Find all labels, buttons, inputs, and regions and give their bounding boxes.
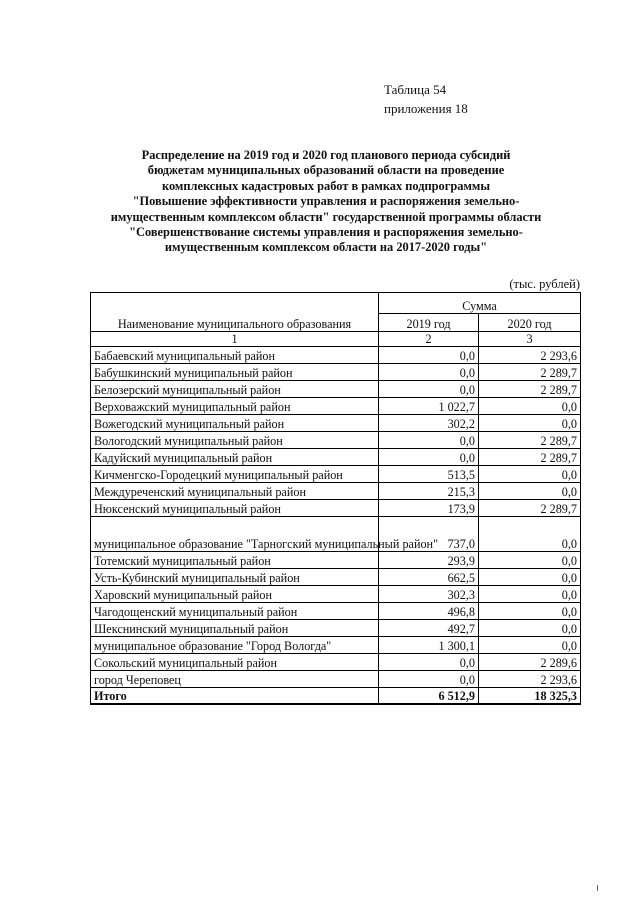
municipality-name: Шекснинский муниципальный район <box>91 620 379 637</box>
amount-2019: 492,7 <box>379 620 479 637</box>
municipality-name: муниципальное образование "Город Вологда" <box>91 637 379 654</box>
amount-2019: 0,0 <box>379 347 479 364</box>
title-line: имущественным комплексом области на 2017-2020 годы" <box>164 240 488 255</box>
amount-2020: 2 289,7 <box>479 381 581 398</box>
table-row <box>91 569 581 586</box>
municipality-name: Вологодский муниципальный район <box>91 432 379 449</box>
amount-2019: 0,0 <box>379 449 479 466</box>
municipality-name: муниципальное образование "Тарногский муниципальный район" <box>91 517 379 552</box>
total-2020: 18 325,3 <box>479 688 581 705</box>
amount-2019: 1 300,1 <box>379 637 479 654</box>
amount-2019: 0,0 <box>379 432 479 449</box>
table-row <box>91 415 581 432</box>
table-row <box>91 483 581 500</box>
column-number: 2 <box>379 332 479 347</box>
amount-2020: 0,0 <box>479 620 581 637</box>
amount-2020: 0,0 <box>479 415 581 432</box>
amount-2019: 0,0 <box>379 654 479 671</box>
amount-2020: 0,0 <box>479 466 581 483</box>
municipality-name: Усть-Кубинский муниципальный район <box>91 569 379 586</box>
municipality-name: Бабаевский муниципальный район <box>91 347 379 364</box>
table-row <box>91 586 581 603</box>
municipality-name: Белозерский муниципальный район <box>91 381 379 398</box>
municipality-name: Верховажский муниципальный район <box>91 398 379 415</box>
municipality-name: Кадуйский муниципальный район <box>91 449 379 466</box>
municipality-name: Кичменгско-Городецкий муниципальный район <box>91 466 379 483</box>
column-header-name: Наименование муниципального образования <box>91 293 379 332</box>
amount-2020: 2 289,7 <box>479 500 581 517</box>
amount-2020: 0,0 <box>479 603 581 620</box>
column-number-row <box>91 332 581 347</box>
appendix-number: приложения 18 <box>384 101 468 116</box>
amount-2019: 1 022,7 <box>379 398 479 415</box>
municipality-name: Харовский муниципальный район <box>91 586 379 603</box>
table-row <box>91 432 581 449</box>
column-header-sum: Сумма <box>379 293 581 314</box>
amount-2020: 0,0 <box>479 398 581 415</box>
amount-2019: 0,0 <box>379 381 479 398</box>
municipality-name: Междуреченский муниципальный район <box>91 483 379 500</box>
column-number: 3 <box>479 332 581 347</box>
amount-2020: 0,0 <box>479 586 581 603</box>
amount-2020: 0,0 <box>479 569 581 586</box>
table-row <box>91 552 581 569</box>
title-line: комплексных кадастровых работ в рамках подпрограммы <box>161 178 490 193</box>
title-line: имущественным комплексом области" государственной программы области <box>110 209 542 224</box>
amount-2019: 173,9 <box>379 500 479 517</box>
municipality-name: Сокольский муниципальный район <box>91 654 379 671</box>
amount-2019: 0,0 <box>379 364 479 381</box>
table-row <box>91 671 581 688</box>
amount-2020: 0,0 <box>479 552 581 569</box>
table-row <box>91 500 581 517</box>
amount-2019: 293,9 <box>379 552 479 569</box>
scan-mark <box>597 885 598 891</box>
table-row <box>91 517 581 552</box>
column-header-2020: 2020 год <box>479 314 581 332</box>
amount-2019: 302,2 <box>379 415 479 432</box>
municipality-name: Вожегодский муниципальный район <box>91 415 379 432</box>
table-caption <box>384 80 468 118</box>
column-number: 1 <box>91 332 379 347</box>
table-row <box>91 347 581 364</box>
column-header-2019: 2019 год <box>379 314 479 332</box>
total-2019: 6 512,9 <box>379 688 479 705</box>
table-row <box>91 398 581 415</box>
table-row <box>91 637 581 654</box>
amount-2019: 302,3 <box>379 586 479 603</box>
table-row <box>91 364 581 381</box>
municipality-name: Чагодощенский муниципальный район <box>91 603 379 620</box>
title-line: "Совершенствование системы управления и распоряжения земельно- <box>129 225 523 240</box>
amount-2020: 2 289,7 <box>479 432 581 449</box>
table-row <box>91 603 581 620</box>
amount-2020: 2 289,7 <box>479 449 581 466</box>
amount-2019: 496,8 <box>379 603 479 620</box>
table-number: Таблица 54 <box>384 82 447 97</box>
municipality-name: Бабушкинский муниципальный район <box>91 364 379 381</box>
amount-2020: 2 289,7 <box>479 364 581 381</box>
title-line: Распределение на 2019 год и 2020 год планового периода субсидий <box>141 148 511 162</box>
amount-2019: 513,5 <box>379 466 479 483</box>
title-line: "Повышение эффективности управления и распоряжения земельно- <box>132 194 520 209</box>
amount-2020: 2 289,6 <box>479 654 581 671</box>
amount-2020: 2 293,6 <box>479 671 581 688</box>
table-row <box>91 620 581 637</box>
amount-2019: 662,5 <box>379 569 479 586</box>
amount-2020: 2 293,6 <box>479 347 581 364</box>
table-header-row <box>91 293 581 314</box>
amount-2020: 0,0 <box>479 637 581 654</box>
municipality-name: город Череповец <box>91 671 379 688</box>
amount-2019: 0,0 <box>379 671 479 688</box>
amount-2020: 0,0 <box>479 517 581 552</box>
amount-2020: 0,0 <box>479 483 581 500</box>
units-label: (тыс. рублей) <box>509 277 580 291</box>
document-title <box>100 148 552 256</box>
total-label: Итого <box>91 688 379 705</box>
title-line: бюджетам муниципальных образований области на проведение <box>147 163 505 178</box>
table-row <box>91 449 581 466</box>
municipality-name: Тотемский муниципальный район <box>91 552 379 569</box>
subsidy-table <box>90 292 581 705</box>
municipality-name: Нюксенский муниципальный район <box>91 500 379 517</box>
table-row <box>91 466 581 483</box>
table-row <box>91 654 581 671</box>
table-row <box>91 381 581 398</box>
total-row <box>91 688 581 705</box>
amount-2019: 215,3 <box>379 483 479 500</box>
amount-2019: 737,0 <box>379 517 479 552</box>
